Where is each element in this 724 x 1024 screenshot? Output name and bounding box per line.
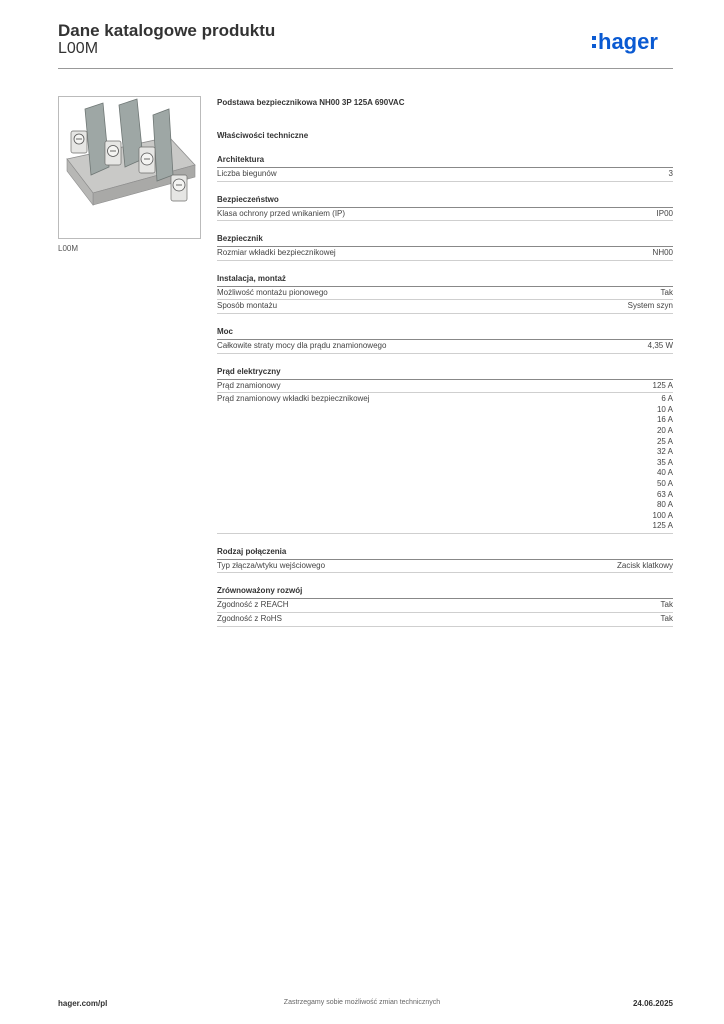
group-title: Rodzaj połączenia [217,546,673,560]
property-row [217,380,673,394]
property-label: Typ złącza/wtyku wejściowego [217,560,326,570]
hager-logo [592,27,674,57]
header-divider [58,68,673,69]
property-row [217,287,673,301]
group-title: Instalacja, montaż [217,273,673,287]
property-value: 4,35 W [647,340,673,350]
property-group [217,154,673,182]
property-label: Prąd znamionowy [217,380,281,390]
group-title: Moc [217,326,673,340]
property-values [653,381,673,392]
property-label: Liczba biegunów [217,169,277,178]
property-value: 35 A [656,457,673,467]
property-row [217,393,673,534]
property-value: 63 A [656,489,673,499]
product-name: Podstawa bezpiecznikowa NH00 3P 125A 690VAC [217,98,405,107]
property-label: Klasa ochrony przed wnikaniem (IP) [217,208,346,218]
property-value: NH00 [652,248,673,258]
property-label: Prąd znamionowy wkładki bezpiecznikowej [217,394,370,404]
property-value: 80 A [656,500,673,510]
property-values [661,614,673,625]
property-values [661,288,673,299]
property-row [217,168,673,182]
property-value: 100 A [652,510,673,520]
property-value: 25 A [656,436,673,446]
property-groups [217,154,673,627]
property-label: Zgodność z RoHS [217,614,282,624]
specification-content [217,97,673,627]
property-value: 125 A [652,380,673,390]
property-value: Zacisk klatkowy [616,560,673,570]
property-value: 125 A [652,521,673,531]
property-label: Możliwość montażu pionowego [217,287,328,297]
property-values [653,394,673,532]
properties-heading: Właściwości techniczne [217,131,309,140]
footer-website: hager.com/pl [58,999,108,1008]
property-group [217,233,673,261]
group-title: Bezpieczeństwo [217,194,673,208]
property-value: 16 A [656,415,673,425]
product-image [58,96,201,239]
property-values [628,301,673,312]
product-reference: L00M [58,40,99,57]
property-values [657,209,673,220]
property-group [217,366,673,534]
property-group [217,273,673,314]
group-title: Zrównoważony rozwój [217,585,673,599]
property-values [669,169,673,180]
property-label: Rozmiar wkładki bezpiecznikowej [217,248,336,258]
property-value: 6 A [661,394,673,404]
property-value: 10 A [656,404,673,414]
property-value: Tak [660,614,673,624]
property-label: Całkowite straty mocy dla prądu znamionowego [217,340,387,350]
image-caption: L00M [58,244,79,253]
property-value: 32 A [656,447,673,457]
footer-date: 24.06.2025 [632,999,673,1008]
group-title: Architektura [217,154,673,168]
property-values [648,341,673,352]
property-row [217,560,673,574]
property-group [217,194,673,222]
property-row [217,247,673,261]
property-value: 50 A [656,478,673,488]
footer-notice: Zastrzegamy sobie możliwość zmian technicznych [283,999,441,1006]
property-group [217,326,673,354]
property-value: System szyn [627,301,673,311]
property-row [217,300,673,314]
property-value: Tak [660,600,673,610]
property-values [653,248,673,259]
property-row [217,599,673,613]
group-title: Bezpiecznik [217,233,673,247]
group-title: Prąd elektryczny [217,366,673,380]
property-value: Tak [660,287,673,297]
property-label: Sposób montażu [217,301,278,311]
page-title: Dane katalogowe produktu [58,21,276,40]
property-row [217,340,673,354]
property-value: IP00 [656,208,673,218]
property-group [217,546,673,574]
property-row [217,208,673,222]
property-group [217,585,673,626]
property-value: 3 [668,169,673,178]
logo-text: hager [598,29,658,54]
property-values [617,561,673,572]
property-label: Zgodność z REACH [217,600,289,610]
property-values [661,600,673,611]
property-row [217,613,673,627]
property-value: 20 A [656,425,673,435]
property-value: 40 A [656,468,673,478]
